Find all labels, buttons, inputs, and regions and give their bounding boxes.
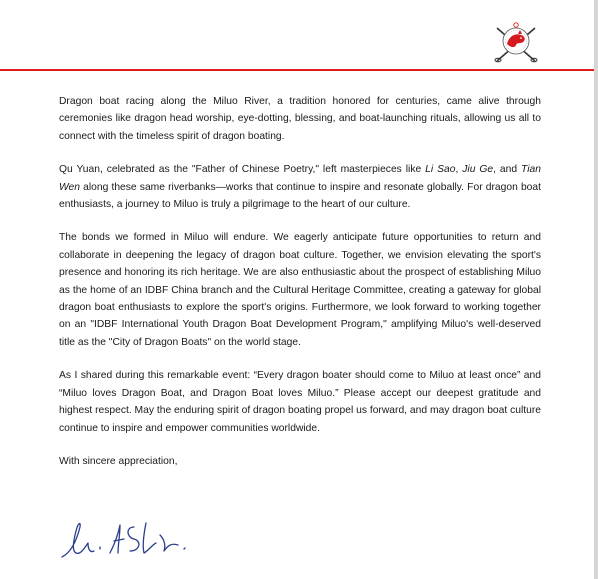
header-divider (0, 69, 594, 71)
paragraph-1: Dragon boat racing along the Miluo River, a tradition honored for centuries, came alive through ceremonies like dragon head worship, eye-dotting, blessing, and boat-launching rituals, allowing us all to connect with the timeless spirit of dragon boating. (59, 96, 541, 142)
work-title-jiu-ge: Jiu Ge (462, 164, 494, 176)
paragraph-2-text-d: along these same riverbanks—works that continue to inspire and resonate globally. For dragon boat enthusiasts, a journey to Miluo is truly a pilgrimage to the heart of our culture. (59, 181, 541, 211)
work-title-tian-wen: Tian Wen (59, 164, 541, 193)
work-title-li-sao: Li Sao (425, 164, 456, 176)
closing-line: With sincere appreciation, (59, 455, 178, 467)
paragraph-2-text-b: , (455, 164, 463, 176)
page-edge (594, 0, 598, 579)
letter-body (59, 93, 541, 470)
paragraph-3: The bonds we formed in Miluo will endure. We eagerly anticipate future opportunities to return and collaborate in deepening the legacy of dragon boat culture. Together, we envision elevating the sport's presence and honoring its rich heritage. We are also enthusiastic about the prospect of establishing Miluo as the home of an IDBF China branch and the Cultural Heritage Committee, creating a gateway for global dragon boat enthusiasts to explore the sport's origins. Furthermore, we look forward to working together on an "IDBF International Youth Dragon Boat Development Program," amplifying Miluo's well-deserved title as the "City of Dragon Boats" on the world stage. (59, 232, 541, 348)
paragraph-2-text-a: Qu Yuan, celebrated as the "Father of Chinese Poetry," left masterpieces like (59, 164, 426, 176)
paragraph-2 (59, 161, 541, 213)
dragon-boat-emblem-icon (491, 20, 541, 64)
paragraph-4: As I shared during this remarkable event: “Every dragon boater should come to Miluo at least once” and “Miluo loves Dragon Boat, and Dragon Boat loves Miluo.” Please accept our deepest gratitude and highest respect. May the enduring spirit of dragon boating propel us forward, and may dragon boat culture continue to inspire and empower communities worldwide. (59, 370, 541, 434)
paragraph-2-text-c: , and (493, 164, 522, 176)
handwritten-signature (60, 513, 210, 561)
